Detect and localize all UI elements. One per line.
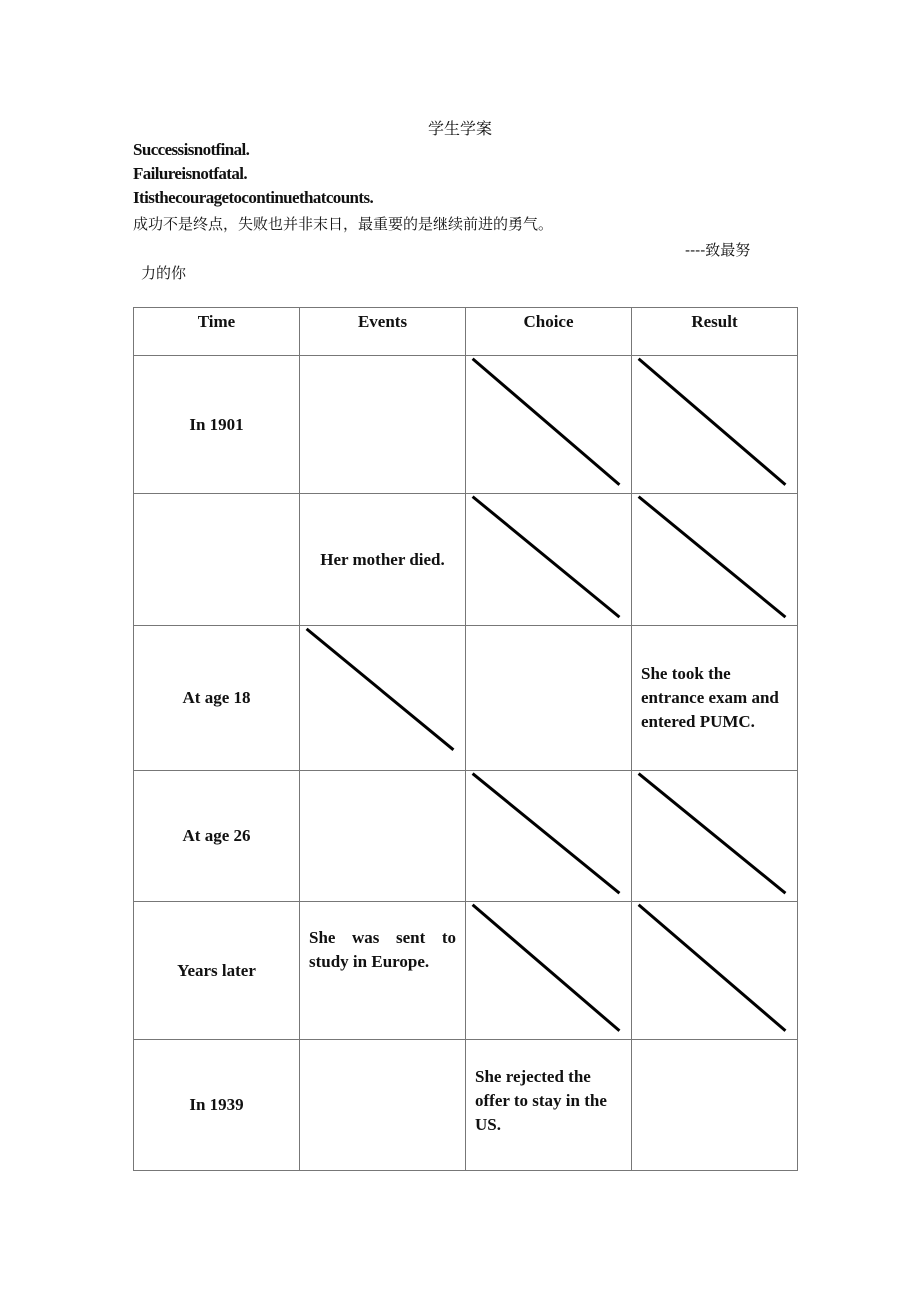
cross-out-line <box>466 494 631 625</box>
table-header-row <box>134 308 798 356</box>
cell-result[interactable] <box>632 1040 798 1171</box>
cross-out-line <box>632 494 797 625</box>
timeline-table <box>133 307 798 1171</box>
table-row <box>134 902 798 1040</box>
signature-line-1: ----致最努 <box>685 241 751 259</box>
quote-chinese: 成功不是终点，失败也并非末日，最重要的是继续前进的勇气。 <box>133 215 554 233</box>
signature-line-2: 力的你 <box>141 264 187 282</box>
table-row <box>134 1040 798 1171</box>
cross-out-line <box>632 902 797 1039</box>
cell-time: At age 18 <box>134 626 300 771</box>
cross-out-line <box>300 626 465 770</box>
cell-events[interactable] <box>300 1040 466 1171</box>
quote-line-3: Itisthecouragetocontinuethatcounts. <box>133 188 374 207</box>
cell-result-crossed <box>632 494 798 626</box>
cell-time: In 1939 <box>134 1040 300 1171</box>
header-events: Events <box>300 308 466 356</box>
quote-line-2: Failureisnotfatal. <box>133 164 248 183</box>
table-row <box>134 626 798 771</box>
cell-events[interactable] <box>300 771 466 902</box>
cell-choice-crossed <box>466 771 632 902</box>
cross-out-line <box>632 771 797 901</box>
cell-result-crossed <box>632 356 798 494</box>
cell-choice-crossed <box>466 356 632 494</box>
cell-choice-crossed <box>466 902 632 1040</box>
header-result: Result <box>632 308 798 356</box>
cell-time: In 1901 <box>134 356 300 494</box>
cell-events: Her mother died. <box>300 494 466 626</box>
cell-time: At age 26 <box>134 771 300 902</box>
cell-time: Years later <box>134 902 300 1040</box>
header-time: Time <box>134 308 300 356</box>
cell-events: She was sent to study in Europe. <box>300 902 466 1040</box>
cell-events[interactable] <box>300 356 466 494</box>
table-row <box>134 494 798 626</box>
cell-events-crossed <box>300 626 466 771</box>
cell-time[interactable] <box>134 494 300 626</box>
cell-result: She took the entrance exam and entered PUMC. <box>632 626 798 771</box>
cell-choice: She rejected the offer to stay in the US. <box>466 1040 632 1171</box>
cell-result-crossed <box>632 902 798 1040</box>
cross-out-line <box>632 356 797 493</box>
table-row <box>134 356 798 494</box>
table-row <box>134 771 798 902</box>
header-choice: Choice <box>466 308 632 356</box>
cell-result-crossed <box>632 771 798 902</box>
page-title: 学生学案 <box>427 119 492 138</box>
cell-choice-crossed <box>466 494 632 626</box>
cross-out-line <box>466 356 631 493</box>
cross-out-line <box>466 902 631 1039</box>
cross-out-line <box>466 771 631 901</box>
quote-line-1: Successisnotfinal. <box>133 140 250 159</box>
cell-choice[interactable] <box>466 626 632 771</box>
